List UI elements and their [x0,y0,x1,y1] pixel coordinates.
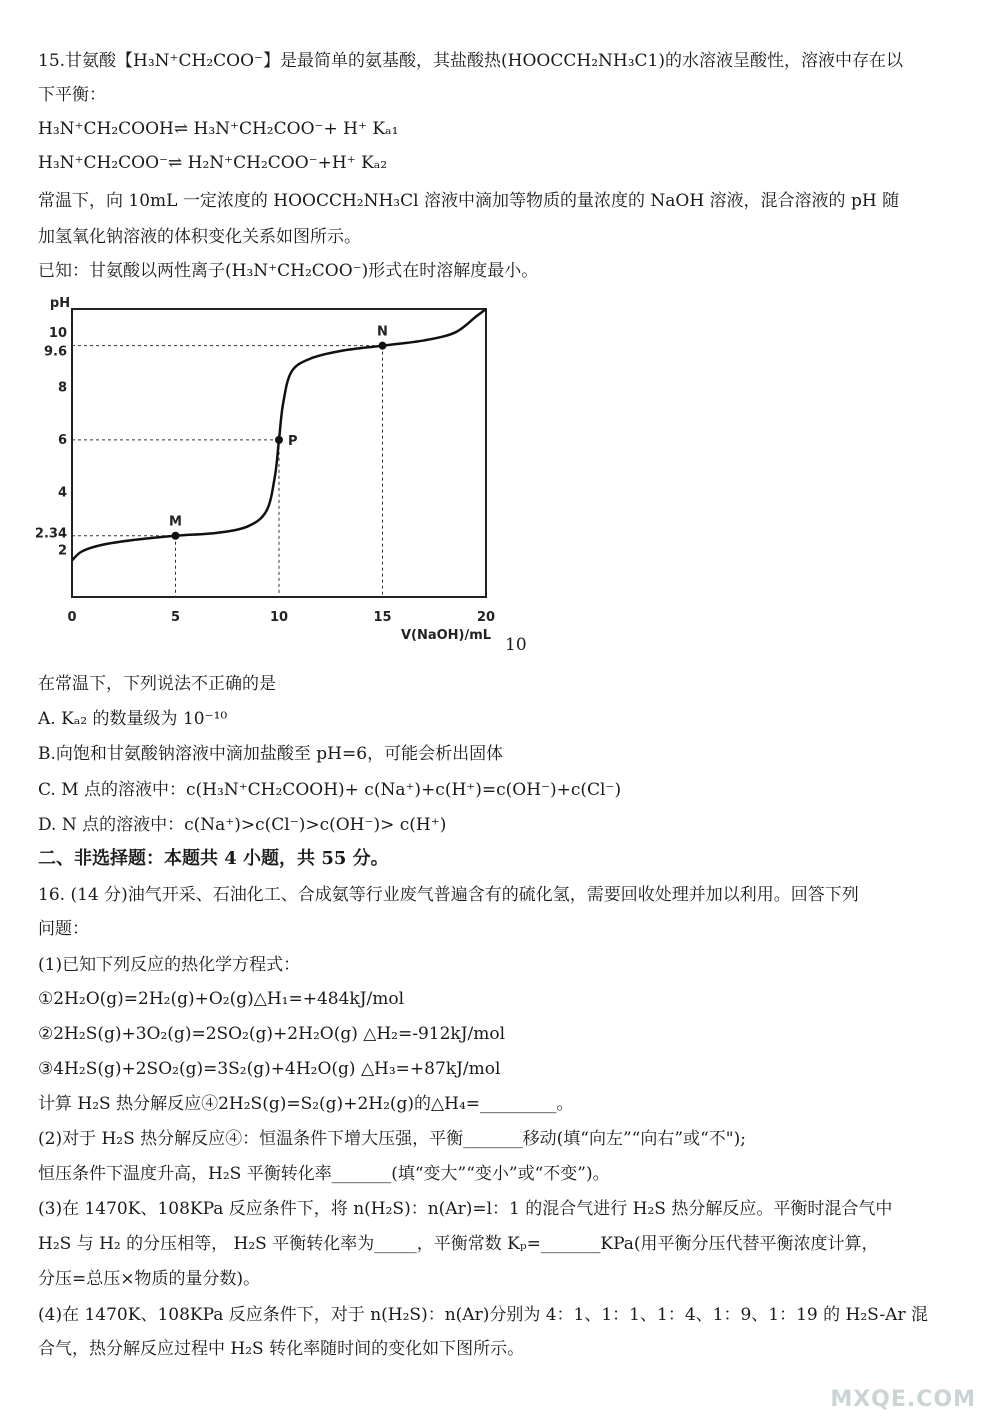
stray-label: 10 [505,635,527,655]
point-label-p: P [288,433,298,449]
point-m [172,532,180,540]
x-tick-label: 10 [269,610,289,625]
q16-p2a: (2)对于 H₂S 热分解反应④：恒温条件下增大压强，平衡_______移动(填“向左”“向右”或“不"); [38,1129,746,1149]
watermark-logo: MXQE.COM [830,1387,976,1412]
q16-line2: 问题： [38,919,89,939]
y-tick-label: 6 [57,432,67,448]
q16-p4a: (4)在 1470K、108KPa 反应条件下，对于 n(H₂S)：n(Ar)分别为 4：1、1：1、1：4、1：9、1：19 的 H₂S-Ar 混 [38,1305,928,1325]
x-tick-label: 20 [476,610,496,625]
titration-curve [72,309,486,560]
option-b: B.向饱和甘氨酸钠溶液中滴加盐酸至 pH=6，可能会析出固体 [38,744,504,764]
q15-stem: 在常温下，下列说法不正确的是 [38,674,276,694]
q16-r1: ①2H₂O(g)=2H₂(g)+O₂(g)△H₁=+484kJ/mol [38,989,405,1009]
q16-p4b: 合气，热分解反应过程中 H₂S 转化率随时间的变化如下图所示。 [38,1339,525,1359]
q15-line4: 加氢氧化钠溶液的体积变化关系如图所示。 [38,227,361,247]
y-tick-label: 10 [48,326,67,342]
option-c: C. M 点的溶液中：c(H₃N⁺CH₂COOH)+ c(Na⁺)+c(H⁺)=c(OH⁻)+c(Cl⁻) [38,780,622,800]
x-tick-label: 0 [67,610,77,625]
x-tick-label: 5 [170,610,181,625]
x-axis-label: V(NaOH)/mL [400,628,492,643]
q15-line5: 已知：甘氨酸以两性离子(H₃N⁺CH₂COO⁻)形式在时溶解度最小。 [38,261,539,281]
q16-p3b: H₂S 与 H₂ 的分压相等， H₂S 平衡转化率为_____，平衡常数 Kₚ=_______KPa(用平衡分压代替平衡浓度计算， [38,1234,879,1254]
option-d: D. N 点的溶液中：c(Na⁺)>c(Cl⁻)>c(OH⁻)> c(H⁺) [38,815,447,835]
q16-p2b: 恒压条件下温度升高，H₂S 平衡转化率_______(填“变大”“变小”或“不变”)。 [38,1164,610,1184]
q15-line2: 下平衡： [38,85,106,105]
y-tick-label: 8 [57,380,67,396]
q16-r2: ②2H₂S(g)+3O₂(g)=2SO₂(g)+2H₂O(g) △H₂=-912kJ/mol [38,1024,506,1044]
q16-p3a: (3)在 1470K、108KPa 反应条件下，将 n(H₂S)：n(Ar)=l：1 的混合气进行 H₂S 热分解反应。平衡时混合气中 [38,1199,893,1219]
q16-r3: ③4H₂S(g)+2SO₂(g)=3S₂(g)+4H₂O(g) △H₃=+87kJ/mol [38,1059,501,1079]
y-tick-label: 2 [57,543,67,559]
point-label-m: M [169,514,182,530]
q16-calc: 计算 H₂S 热分解反应④2H₂S(g)=S₂(g)+2H₂(g)的△H₄=_________。 [38,1094,574,1114]
point-n [379,342,387,350]
q16-p1: (1)已知下列反应的热化学方程式： [38,955,301,975]
y-tick-label: 4 [57,485,67,501]
q15-eq1: H₃N⁺CH₂COOH⇌ H₃N⁺CH₂COO⁻+ H⁺ Kₐ₁ [38,119,399,139]
y-tick-label: 2.34 [34,526,67,542]
q16-line1: 16. (14 分)油气开采、石油化工、合成氨等行业废气普遍含有的硫化氢，需要回收处理并加以利用。回答下列 [38,885,859,905]
q15-line3: 常温下，向 10mL 一定浓度的 HOOCCH₂NH₃Cl 溶液中滴加等物质的量浓度的 NaOH 溶液，混合溶液的 pH 随 [38,191,900,211]
y-axis-label: pH [49,296,71,311]
section-heading: 二、非选择题：本题共 4 小题，共 55 分。 [38,848,389,869]
q15-eq2: H₃N⁺CH₂COO⁻⇌ H₂N⁺CH₂COO⁻+H⁺ Kₐ₂ [38,153,388,173]
q15-line1: 15.甘氨酸【H₃N⁺CH₂COO⁻】是最简单的氨基酸，其盐酸热(HOOCCH₂NH₃C1)的水溶液呈酸性，溶液中存在以 [38,51,903,71]
option-a: A. Kₐ₂ 的数量级为 10⁻¹⁰ [38,709,228,729]
point-label-n: N [377,324,388,340]
q16-p3c: 分压=总压×物质的量分数)。 [38,1269,261,1289]
point-p [275,436,283,444]
ph-titration-chart [30,295,510,645]
y-tick-label: 9.6 [43,344,67,360]
x-tick-label: 15 [373,610,392,625]
